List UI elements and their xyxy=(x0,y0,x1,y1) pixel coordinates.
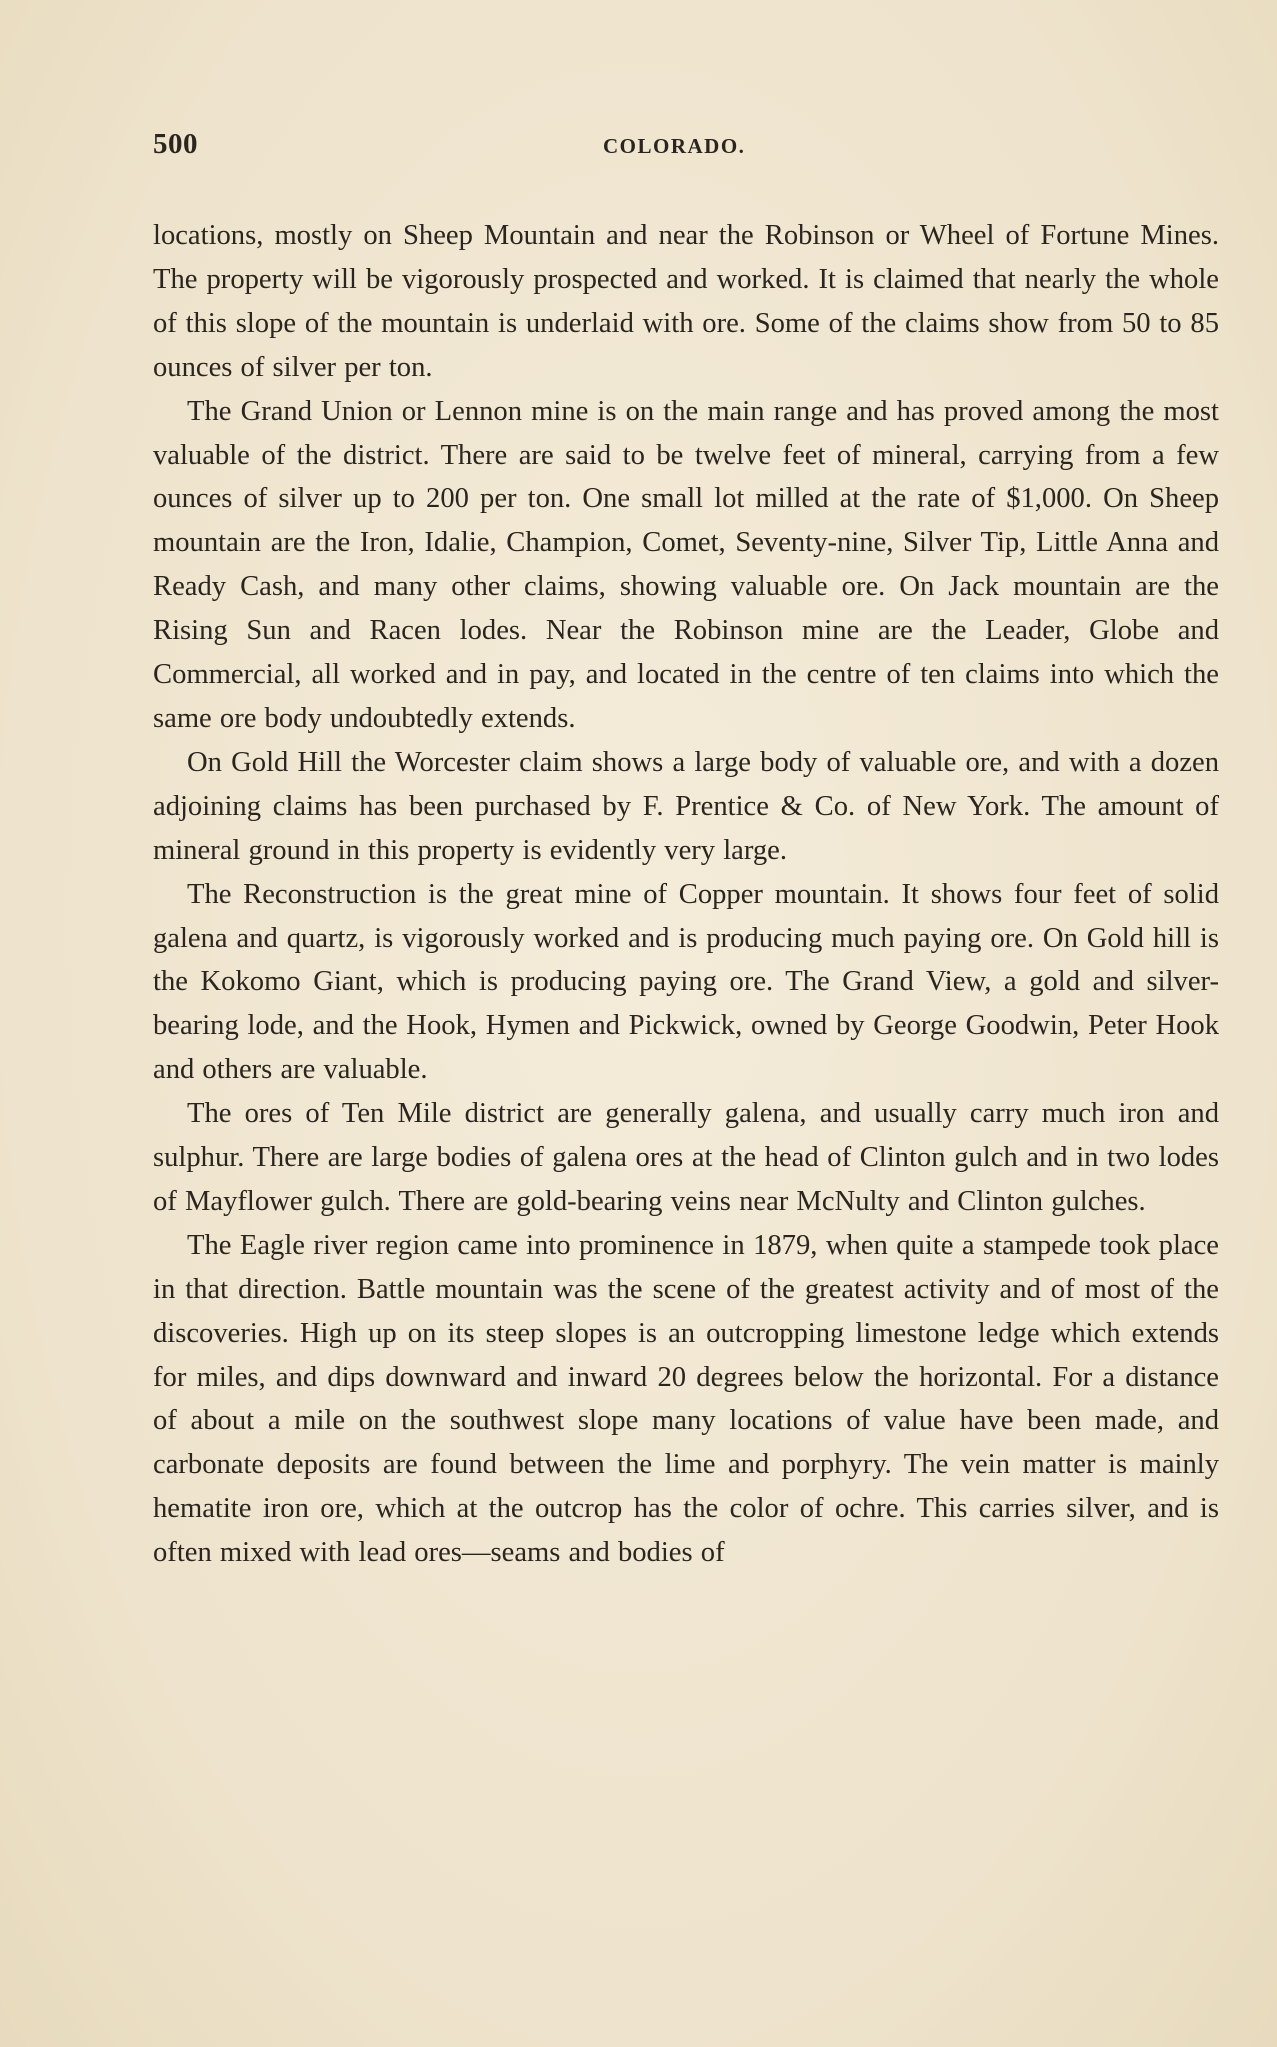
page-number: 500 xyxy=(153,128,198,160)
paragraph: The ores of Ten Mile district are generally galena, and usually carry much iron and sulphur. There are large bodies of galena ores at the head of Clinton gulch and in two lodes of Mayflower gulch. There are gold-bearing veins near McNulty and Clinton gulches. xyxy=(153,1098,1219,1217)
paragraph: locations, mostly on Sheep Mountain and near the Robinson or Wheel of Fortune Mines. The property will be vigorously prospected and worked. It is claimed that nearly the whole of this slope of the mountain is underlaid with ore. Some of the claims show from 50 to 85 ounces of silver per ton. xyxy=(153,220,1219,383)
paragraph: The Grand Union or Lennon mine is on the main range and has proved among the most valuable of the district. There are said to be twelve feet of mineral, carrying from a few ounces of silver up to 200 per ton. One small lot milled at the rate of $1,000. On Sheep mountain are the Iron, Idalie, Champion, Comet, Seventy-nine, Silver Tip, Little Anna and Ready Cash, and many other claims, showing valuable ore. On Jack mountain are the Rising Sun and Racen lodes. Near the Robinson mine are the Leader, Globe and Commercial, all worked and in pay, and located in the centre of ten claims into which the same ore body undoubtedly extends. xyxy=(153,395,1219,734)
running-title: COLORADO. xyxy=(603,134,746,158)
page-header xyxy=(153,128,1219,168)
body-text xyxy=(153,214,1219,1575)
paragraph: On Gold Hill the Worcester claim shows a large body of valuable ore, and with a dozen adjoining claims has been purchased by F. Prentice & Co. of New York. The amount of mineral ground in this property is evidently very large. xyxy=(153,746,1219,866)
paragraph: The Reconstruction is the great mine of Copper mountain. It shows four feet of solid galena and quartz, is vigorously worked and is producing much paying ore. On Gold hill is the Kokomo Giant, which is producing paying ore. The Grand View, a gold and silver-bearing lode, and the Hook, Hymen and Pickwick, owned by George Goodwin, Peter Hook and others are valuable. xyxy=(153,878,1219,1086)
paragraph: The Eagle river region came into prominence in 1879, when quite a stampede took place in that direction. Battle mountain was the scene of the greatest activity and of most of the discoveries. High up on its steep slopes is an outcropping limestone ledge which extends for miles, and dips downward and inward 20 degrees below the horizontal. For a distance of about a mile on the southwest slope many locations of value have been made, and carbonate deposits are found between the lime and porphyry. The vein matter is mainly hematite iron ore, which at the outcrop has the color of ochre. This carries silver, and is often mixed with lead ores—seams and bodies of xyxy=(153,1229,1219,1569)
